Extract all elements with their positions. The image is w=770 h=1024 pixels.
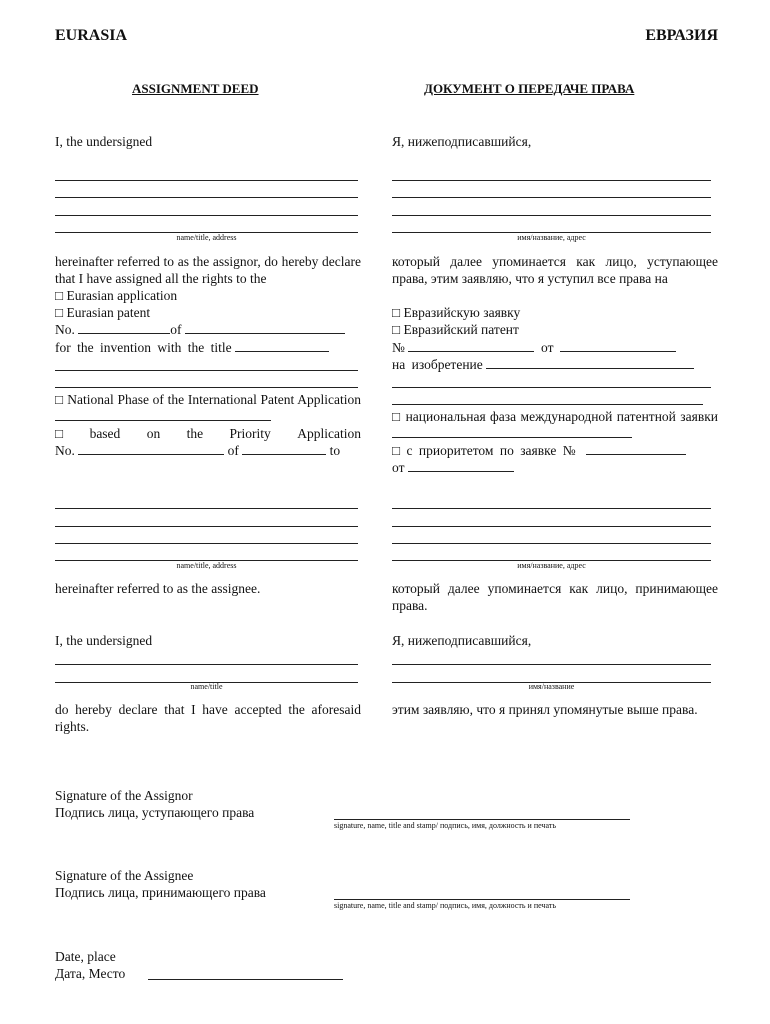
priority-based-en: □ based on the Priority Application (55, 426, 361, 441)
number-line-ru: № от (392, 339, 718, 356)
priority-date-line-ru: от (392, 459, 514, 476)
priority-line-ru: □ с приоритетом по заявке № (392, 442, 718, 459)
assignee-accept-en: do hereby declare that I have accepted the aforesaid rights. (55, 702, 361, 734)
assignor-intro-ru: Я, нижеподписавшийся, (392, 134, 532, 149)
number-input-en[interactable] (78, 321, 170, 334)
assignee-text-en: hereinafter referred to as the assignee. (55, 581, 261, 596)
signature-assignor-ru: Подпись лица, уступающего права (55, 805, 255, 820)
assignee-caption-ru: имя/название, адрес (517, 561, 586, 570)
assignor-caption-ru: имя/название, адрес (517, 233, 586, 242)
assignee-caption-en: name/title, address (176, 561, 237, 570)
assignee-accept-ru: этим заявляю, что я принял упомянутые выше права. (392, 702, 698, 717)
assignee-name-caption-en: name/title (190, 682, 223, 691)
assignee-signature-line[interactable] (334, 899, 630, 900)
title-en: ASSIGNMENT DEED (132, 81, 259, 96)
number-input-ru[interactable] (408, 339, 534, 352)
assignee-signature-caption: signature, name, title and stamp/ подпись, имя, должность и печать (334, 901, 556, 910)
priority-number-input-en[interactable] (78, 442, 224, 455)
assignor-declare-en: hereinafter referred to as the assignor, do hereby declare that I have assigned all the rights to the (55, 254, 361, 286)
priority-date-input-en[interactable] (242, 442, 326, 455)
invention-line-ru: на изобретение (392, 356, 718, 373)
invention-title-line-ru[interactable] (392, 387, 711, 388)
priority-number-line-en: No. of to (55, 443, 341, 458)
assignor-intro-en: I, the undersigned (55, 134, 153, 149)
signature-assignor-en: Signature of the Assignor (55, 788, 193, 803)
assignee-text-ru: который далее упоминается как лицо, принимающее права. (392, 581, 718, 613)
invention-title-line-en[interactable] (55, 387, 358, 388)
assignee-intro-en: I, the undersigned (55, 633, 153, 648)
assignor-caption-en: name/title, address (176, 233, 237, 242)
invention-title-line-en[interactable] (55, 370, 358, 371)
priority-date-input-ru[interactable] (408, 459, 514, 472)
number-line-en: No. of (55, 321, 361, 338)
date-label-ru: Дата, Место (55, 966, 126, 981)
option-patent-ru[interactable]: □ Евразийский патент (392, 322, 519, 337)
assignor-declare-ru: который далее упоминается как лицо, уступающее права, этим заявляю, что я уступил все права на (392, 254, 718, 286)
invention-title-input-ru[interactable] (486, 356, 694, 369)
assignor-signature-line[interactable] (334, 819, 630, 820)
international-application-input-en[interactable] (55, 408, 271, 421)
option-patent-en[interactable]: □ Eurasian patent (55, 305, 151, 320)
date-input-ru[interactable] (560, 339, 676, 352)
priority-number-input-ru[interactable] (586, 442, 686, 455)
signature-assignee-en: Signature of the Assignee (55, 868, 194, 883)
date-place-input[interactable] (148, 979, 343, 980)
option-application-en[interactable]: □ Eurasian application (55, 288, 178, 303)
signature-assignee-ru: Подпись лица, принимающего права (55, 885, 266, 900)
date-input-en[interactable] (185, 321, 345, 334)
title-ru: ДОКУМЕНТ О ПЕРЕДАЧЕ ПРАВА (424, 81, 635, 96)
assignee-intro-ru: Я, нижеподписавшийся, (392, 633, 532, 648)
assignor-signature-caption: signature, name, title and stamp/ подпись, имя, должность и печать (334, 821, 556, 830)
invention-title-line-ru[interactable] (392, 404, 703, 405)
national-phase-ru: □ национальная фаза международной патентной заявки (392, 408, 718, 442)
invention-line-en: for the invention with the title (55, 339, 361, 356)
assignee-name-caption-ru: имя/название (528, 682, 575, 691)
invention-title-input-en[interactable] (235, 339, 329, 352)
date-label-en: Date, place (55, 949, 116, 964)
header-left: EURASIA (55, 27, 128, 44)
header-right: ЕВРАЗИЯ (645, 27, 718, 44)
international-application-input-ru[interactable] (392, 425, 632, 438)
option-application-ru[interactable]: □ Евразийскую заявку (392, 305, 521, 320)
national-phase-en: □ National Phase of the International Patent Application (55, 391, 361, 425)
